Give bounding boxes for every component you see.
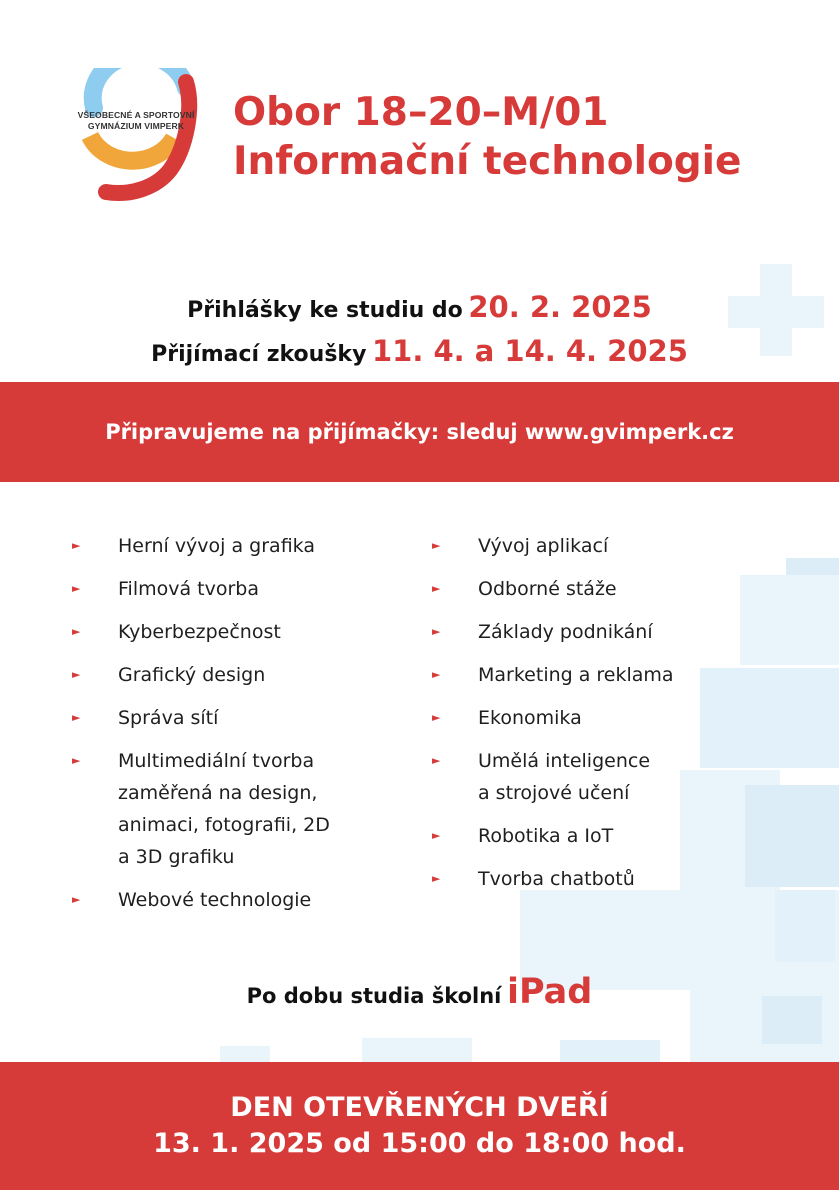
- list-item-text: Odborné stáže: [478, 578, 617, 600]
- list-item: [72, 745, 392, 873]
- bullet-arrow-icon: ►: [432, 711, 441, 724]
- list-item-text: Základy podnikání: [478, 621, 653, 643]
- title-line2: Informační technologie: [233, 139, 742, 184]
- bullet-arrow-icon: ►: [72, 539, 81, 552]
- list-item: [432, 702, 732, 734]
- school-logo: [66, 68, 206, 203]
- open-day-title: DEN OTEVŘENÝCH DVEŘÍ: [230, 1092, 609, 1123]
- list-item-text: Marketing a reklama: [478, 664, 674, 686]
- list-item-text: Robotika a IoT: [478, 825, 614, 847]
- list-item-text: Multimediální tvorba zaměřená na design, animaci, fotografii, 2D a 3D grafiku: [118, 750, 330, 868]
- decor-block: [560, 1040, 660, 1062]
- bullet-arrow-icon: ►: [432, 625, 441, 638]
- list-item: [432, 530, 732, 562]
- prep-banner-text: Připravujeme na přijímačky: sleduj www.gvimperk.cz: [105, 420, 734, 444]
- open-day-datetime: 13. 1. 2025 od 15:00 do 18:00 hod.: [153, 1128, 686, 1159]
- decor-block: [740, 575, 839, 665]
- list-item-text: Herní vývoj a grafika: [118, 535, 315, 557]
- list-item-text: Umělá inteligence a strojové učení: [478, 750, 651, 804]
- logo-blue-arc: [93, 68, 186, 108]
- list-item: [72, 530, 392, 562]
- list-item: [72, 659, 392, 691]
- list-item-text: Ekonomika: [478, 707, 582, 729]
- open-day-footer: [0, 1062, 839, 1190]
- list-item-text: Tvorba chatbotů: [478, 868, 635, 890]
- subjects-list-right: [432, 530, 732, 906]
- exams-label: Přijímací zkoušky: [151, 342, 367, 367]
- applications-date: 20. 2. 2025: [468, 290, 652, 324]
- list-item: [432, 820, 732, 852]
- prep-banner: [0, 382, 839, 482]
- logo-text: [66, 110, 206, 132]
- exams-dates: 11. 4. a 14. 4. 2025: [371, 334, 688, 368]
- applications-label: Přihlášky ke studiu do: [187, 298, 463, 323]
- bullet-arrow-icon: ►: [432, 754, 441, 767]
- applications-deadline: [0, 290, 839, 334]
- list-item-text: Vývoj aplikací: [478, 535, 609, 557]
- bullet-arrow-icon: ►: [72, 893, 81, 906]
- list-item: [72, 616, 392, 648]
- list-item: [432, 745, 732, 809]
- decor-block: [362, 1038, 472, 1062]
- decor-square: [775, 890, 835, 962]
- logo-text-line1: VŠEOBECNÉ A SPORTOVNÍ: [77, 110, 195, 120]
- decor-square: [745, 785, 839, 887]
- bullet-arrow-icon: ►: [432, 668, 441, 681]
- list-item: [72, 702, 392, 734]
- list-item: [72, 884, 392, 916]
- list-item: [432, 659, 732, 691]
- important-dates: [0, 290, 839, 368]
- logo-orange-arc: [90, 136, 174, 161]
- list-item: [432, 573, 732, 605]
- list-item: [72, 573, 392, 605]
- list-item-text: Webové technologie: [118, 889, 312, 911]
- title-line1: Obor 18–20–M/01: [233, 90, 609, 135]
- bullet-arrow-icon: ►: [72, 754, 81, 767]
- ipad-value: iPad: [506, 972, 593, 1012]
- bullet-arrow-icon: ►: [432, 582, 441, 595]
- list-item-text: Filmová tvorba: [118, 578, 259, 600]
- decor-block: [220, 1046, 270, 1062]
- bullet-arrow-icon: ►: [72, 582, 81, 595]
- bullet-arrow-icon: ►: [72, 711, 81, 724]
- subjects-list-left: [72, 530, 392, 927]
- list-item-text: Kyberbezpečnost: [118, 621, 281, 643]
- logo-red-swoosh: [106, 82, 189, 193]
- bullet-arrow-icon: ►: [432, 829, 441, 842]
- bullet-arrow-icon: ►: [432, 539, 441, 552]
- page-title: [233, 88, 742, 186]
- list-item: [432, 616, 732, 648]
- bullet-arrow-icon: ►: [432, 872, 441, 885]
- ipad-label: Po dobu studia školní: [246, 984, 502, 1008]
- list-item: [432, 863, 732, 895]
- logo-text-line2: GYMNÁZIUM VIMPERK: [87, 121, 185, 131]
- bullet-arrow-icon: ►: [72, 625, 81, 638]
- list-item-text: Správa sítí: [118, 707, 219, 729]
- ipad-note: [0, 972, 839, 1012]
- bullet-arrow-icon: ►: [72, 668, 81, 681]
- entrance-exams: [0, 334, 839, 368]
- list-item-text: Grafický design: [118, 664, 266, 686]
